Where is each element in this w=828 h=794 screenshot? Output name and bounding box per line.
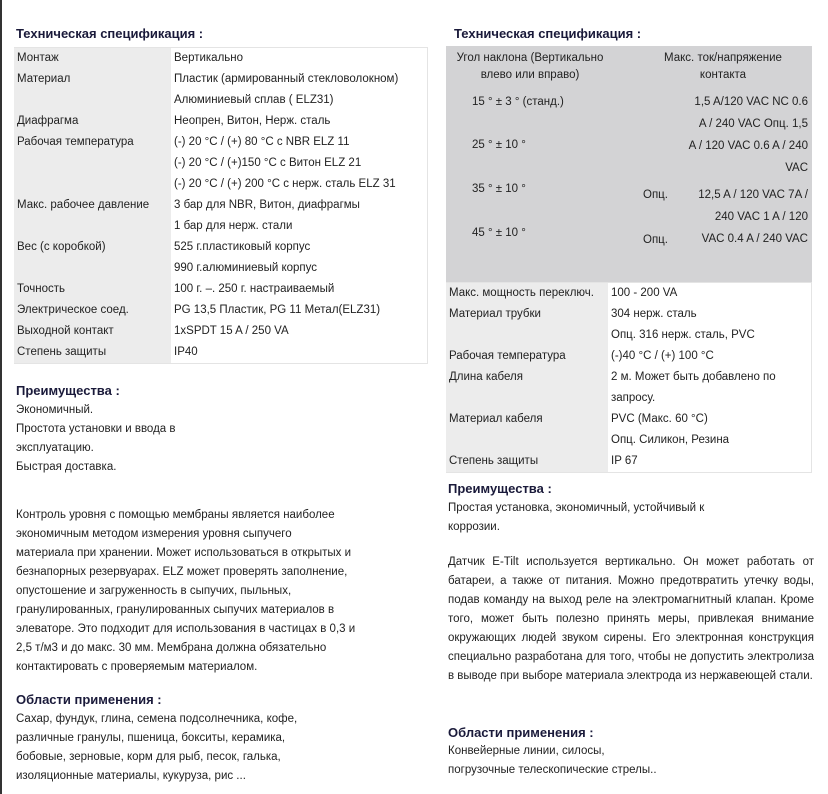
current-header-line: Макс. ток/напряжение <box>664 52 782 64</box>
spec-row <box>446 451 811 472</box>
option-label: Опц. <box>643 189 668 201</box>
spec-key <box>14 216 171 237</box>
spec-row <box>14 321 427 342</box>
spec-row <box>14 90 427 111</box>
description-line: контактировать с проверяемым материалом. <box>16 661 258 673</box>
spec-key: Точность <box>14 279 171 300</box>
spec-key: Монтаж <box>14 48 171 69</box>
current-rating-standard <box>689 91 808 179</box>
right-applications-title: Области применения : <box>448 725 594 740</box>
spec-value: 100 г. –. 250 г. настраиваемый <box>171 279 427 300</box>
spec-row <box>446 409 811 430</box>
spec-row <box>14 279 427 300</box>
description-line: гранулированных, гранулированных сыпучих материалов в <box>16 604 335 616</box>
spec-row <box>14 153 427 174</box>
spec-key: Макс. рабочее давление <box>14 195 171 216</box>
current-header-line: контакта <box>699 69 747 81</box>
spec-value: 525 г.пластиковый корпус <box>171 237 427 258</box>
spec-value: IP40 <box>171 342 427 363</box>
spec-key: Макс. мощность переключ. <box>446 283 608 304</box>
spec-value: PG 13,5 Пластик, PG 11 Метал(ELZ31) <box>171 300 427 321</box>
spec-value: 2 м. Может быть добавлено по <box>608 367 811 388</box>
current-rating-line: A / 240 VAC Опц. 1,5 <box>698 118 808 130</box>
applications-line: Конвейерные линии, силосы, <box>448 745 605 757</box>
spec-value: Опц. Силикон, Резина <box>608 430 811 451</box>
spec-row <box>446 325 811 346</box>
applications-line: изоляционные материалы, кукуруза, рис ... <box>16 770 246 782</box>
spec-row <box>446 346 811 367</box>
spec-row <box>14 300 427 321</box>
spec-row <box>446 304 811 325</box>
right-advantages-list <box>448 499 704 537</box>
left-applications-title: Области применения : <box>16 692 162 707</box>
tilt-angle-header-line: влево или вправо) <box>480 69 580 81</box>
left-advantages-list <box>16 401 176 477</box>
spec-value: Вертикально <box>171 48 427 69</box>
right-applications-list <box>448 742 657 780</box>
spec-key: Материал <box>14 69 171 90</box>
spec-value: Неопрен, Витон, Нерж. сталь <box>171 111 427 132</box>
applications-line: различные гранулы, пшеница, бокситы, керамика, <box>16 732 286 744</box>
spec-row <box>14 132 427 153</box>
spec-key: Вес (с коробкой) <box>14 237 171 258</box>
advantage-item: эксплуатацию. <box>16 442 94 454</box>
spec-key <box>446 325 608 346</box>
spec-key: Выходной контакт <box>14 321 171 342</box>
right-advantages-title: Преимущества : <box>448 481 552 496</box>
advantage-item: Экономичный. <box>16 404 94 416</box>
tilt-angle-value: 35 ° ± 10 ° <box>472 183 526 195</box>
tilt-angle-value: 25 ° ± 10 ° <box>472 139 526 151</box>
advantage-item: Быстрая доставка. <box>16 461 117 473</box>
spec-value: 3 бар для NBR, Витон, диафрагмы <box>171 195 427 216</box>
spec-value: Алюминиевый сплав ( ELZ31) <box>171 90 427 111</box>
current-rating-line: 12,5 A / 120 VAC 7A / <box>698 189 808 201</box>
spec-value: PVC (Макс. 60 °C) <box>608 409 811 430</box>
spec-key <box>14 174 171 195</box>
left-spec-table-frame <box>14 47 428 364</box>
description-line: опустошение и загруженность в сыпучих, пыльных, <box>16 585 292 597</box>
left-spec-title: Техническая спецификация : <box>16 26 204 41</box>
current-rating-line: 240 VAC 1 A / 120 <box>714 211 808 223</box>
spec-row <box>14 174 427 195</box>
page-left-border <box>0 0 2 794</box>
spec-row <box>14 216 427 237</box>
current-header <box>638 50 808 84</box>
spec-key <box>14 258 171 279</box>
advantage-item: Простота установки и ввода в <box>16 423 176 435</box>
spec-value: Опц. 316 нерж. сталь, PVC <box>608 325 811 346</box>
right-description: Датчик E-Tilt используется вертикально. Он может работать от батареи, а также от питания. Можно предотвратить утечку воды, подав команду на выход реле на электромагнитный клапан. Кроме того, может быть полезно принять меры, привлекая внимание окружающих людей звуком сирены. Его электронная конструкция специально разработана для того, чтобы не допустить электролиза в выводе при выборе материала электрода из нержавеющей стали. <box>448 556 814 682</box>
right-spec-title: Техническая спецификация : <box>454 26 642 41</box>
spec-row <box>14 258 427 279</box>
spec-key: Степень защиты <box>14 342 171 363</box>
spec-value: (-) 20 °C / (+) 200 °C с нерж. сталь ELZ 31 <box>171 174 427 195</box>
spec-value: 304 нерж. сталь <box>608 304 811 325</box>
spec-row <box>14 195 427 216</box>
spec-row <box>446 283 811 304</box>
current-rating-option <box>698 184 808 250</box>
description-line: экономичным методом измерения уровня сыпучего <box>16 528 292 540</box>
right-spec-table <box>446 283 811 472</box>
spec-key: Рабочая температура <box>14 132 171 153</box>
spec-value: (-)40 °C / (+) 100 °C <box>608 346 811 367</box>
spec-value: (-) 20 °C / (+)150 °C с Витон ELZ 21 <box>171 153 427 174</box>
current-rating-line: VAC 0.4 A / 240 VAC <box>701 233 808 245</box>
spec-key: Материал кабеля <box>446 409 608 430</box>
description-line: элеваторе. Это подходит для использования в частицах в 0,3 и <box>16 623 356 635</box>
tilt-angle-value: 45 ° ± 10 ° <box>472 227 526 239</box>
description-line: Контроль уровня с помощью мембраны является наиболее <box>16 509 335 521</box>
current-rating-line: 1,5 A/120 VAC NC 0.6 <box>694 96 808 108</box>
spec-row <box>446 367 811 388</box>
applications-line: погрузочные телескопические стрелы.. <box>448 764 657 776</box>
left-spec-table <box>14 48 427 363</box>
description-line: материала при хранении. Может использоваться в открытых и <box>16 547 352 559</box>
spec-value: 990 г.алюминиевый корпус <box>171 258 427 279</box>
left-description <box>16 506 355 677</box>
spec-key: Электрическое соед. <box>14 300 171 321</box>
spec-value: (-) 20 °C / (+) 80 °C с NBR ELZ 11 <box>171 132 427 153</box>
tilt-angle-header <box>450 50 610 84</box>
spec-value: 1 бар для нерж. стали <box>171 216 427 237</box>
spec-value: запросу. <box>608 388 811 409</box>
spec-key <box>14 90 171 111</box>
spec-row <box>14 48 427 69</box>
spec-key: Степень защиты <box>446 451 608 472</box>
advantage-line: Простая установка, экономичный, устойчивый к <box>448 502 705 514</box>
tilt-angle-value: 15 ° ± 3 ° (станд.) <box>472 96 564 108</box>
spec-key: Рабочая температура <box>446 346 608 367</box>
option-label: Опц. <box>643 234 668 246</box>
spec-key <box>446 430 608 451</box>
right-spec-table-frame <box>446 282 812 473</box>
tilt-current-table <box>446 46 812 282</box>
current-rating-line: VAC <box>785 162 808 174</box>
tilt-angle-header-line: Угол наклона (Вертикально <box>456 52 604 64</box>
left-advantages-title: Преимущества : <box>16 383 120 398</box>
applications-line: бобовые, зерновые, корм для рыб, песок, галька, <box>16 751 281 763</box>
spec-row <box>14 342 427 363</box>
spec-key <box>446 388 608 409</box>
spec-value: IP 67 <box>608 451 811 472</box>
spec-key <box>14 153 171 174</box>
spec-row <box>446 388 811 409</box>
advantage-line: коррозии. <box>448 521 500 533</box>
spec-row <box>14 69 427 90</box>
applications-line: Сахар, фундук, глина, семена подсолнечника, кофе, <box>16 713 298 725</box>
spec-row <box>14 237 427 258</box>
spec-key: Длина кабеля <box>446 367 608 388</box>
spec-row <box>446 430 811 451</box>
current-rating-line: A / 120 VAC 0.6 A / 240 <box>688 140 808 152</box>
description-line: 2,5 т/м3 и до макс. 30 мм. Мембрана должна обязательно <box>16 642 327 654</box>
spec-row <box>14 111 427 132</box>
spec-value: 1xSPDT 15 A / 250 VA <box>171 321 427 342</box>
spec-value: 100 - 200 VA <box>608 283 811 304</box>
spec-value: Пластик (армированный стекловолокном) <box>171 69 427 90</box>
spec-key: Материал трубки <box>446 304 608 325</box>
left-applications-list <box>16 710 297 786</box>
description-line: безнапорных резервуарах. ELZ может проверять заполнение, <box>16 566 348 578</box>
spec-key: Диафрагма <box>14 111 171 132</box>
